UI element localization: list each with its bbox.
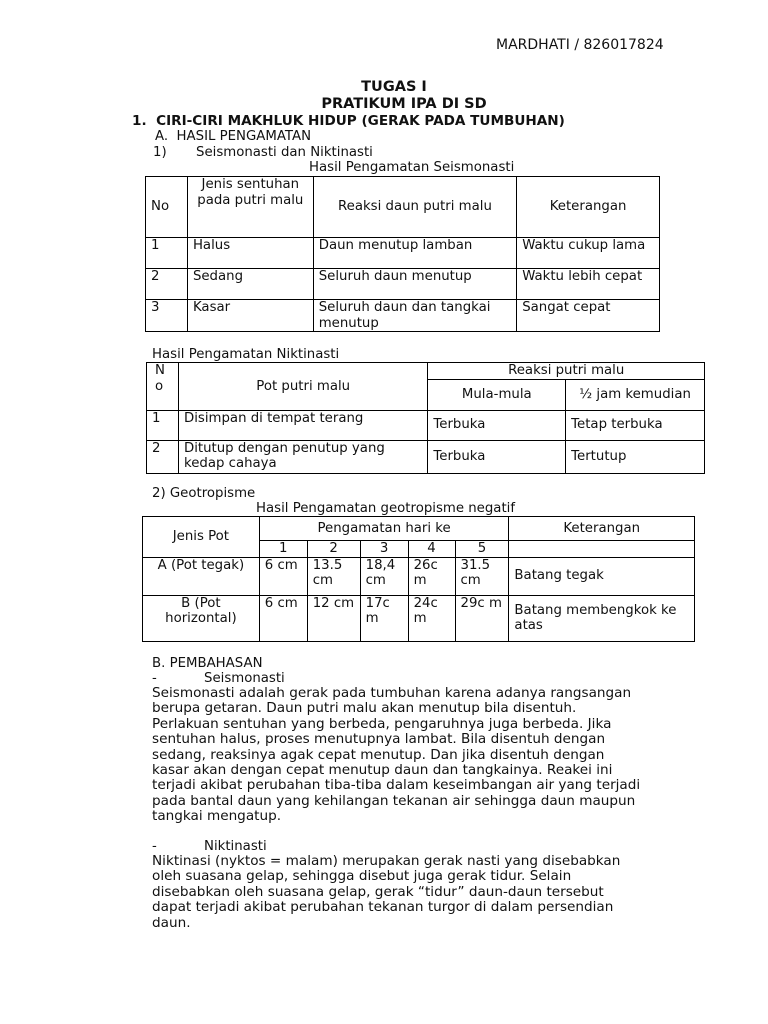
text-line: terjadi akibat perubahan tiba-tiba dalam keseimbangan air yang terjadi [152,777,641,794]
seismonasti-table [145,176,660,332]
table-header-row [143,517,695,541]
table-cell: 26c m [408,557,455,595]
table-cell: Waktu lebih cepat [517,269,660,300]
header-cell: No [146,177,188,238]
table-row [147,410,705,440]
text-line: disebabkan oleh suasana gelap, gerak “tidur” daun-daun tersebut [152,883,604,900]
text-line: pada bantal daun yang kehilangan tekanan air sehingga daun maupun [152,792,636,809]
empty-cell [509,541,695,558]
text-line: kasar akan dengan cepat menutup daun dan tangkainya. Reakei ini [152,762,613,779]
text-line: tangkai mengatup. [152,808,282,825]
table-row [146,269,660,300]
text-line: daun. [152,914,191,931]
table-caption: Hasil Pengamatan geotropisme negatif [256,501,516,516]
text-line: Niktinasi (nyktos = malam) merupakan gerak nasti yang disebabkan [152,853,621,869]
text-line: oleh suasana gelap, sehingga disebut juga gerak tidur. Selain [152,868,572,885]
table-cell: 6 cm [259,557,307,595]
seismonasti-paragraph [152,686,712,825]
table-cell: Batang membengkok ke atas [509,595,695,641]
table-cell: Seluruh daun dan tangkai menutup [313,300,516,332]
header-cell: Reaksi daun putri malu [313,177,516,238]
table-cell: Tetap terbuka [566,410,705,440]
table-row [146,238,660,269]
table-cell: Terbuka [428,410,566,440]
table-caption: Hasil Pengamatan Niktinasti [152,347,340,362]
niktinasti-paragraph [152,854,712,931]
table-cell: 2 [146,269,188,300]
table-cell: 1 [147,410,179,440]
table-cell: Sedang [187,269,313,300]
item-number: 1) [153,145,167,160]
section-heading: 1. CIRI-CIRI MAKHLUK HIDUP (GERAK PADA TUMBUHAN) [132,113,565,129]
subheading: Niktinasti [204,839,267,854]
table-cell: B (Pot horizontal) [143,595,260,641]
table-cell: Batang tegak [509,557,695,595]
table-cell: 18,4 cm [360,557,408,595]
table-row [147,440,705,473]
text-line: dapat terjadi akibat perubahan tekanan turgor di dalam persendian [152,899,614,916]
header-cell: Keterangan [517,177,660,238]
table-header-row [147,363,705,380]
bullet-dash: - [152,671,157,686]
bullet-dash: - [152,839,157,854]
day-header: 3 [360,541,408,558]
day-header: 5 [455,541,509,558]
table-cell: A (Pot tegak) [143,557,260,595]
table-cell: Waktu cukup lama [517,238,660,269]
author-header: MARDHATI / 826017824 [496,37,664,53]
section-heading: B. PEMBAHASAN [152,656,263,671]
niktinasti-table [146,362,705,474]
table-cell: Seluruh daun menutup [313,269,516,300]
header-cell: Jenis sentuhan pada putri malu [187,177,313,238]
text-line: berupa getaran. Daun putri malu akan menutup bila disentuh. [152,700,577,717]
text-line: Perlakuan sentuhan yang berbeda, pengaruhnya juga berbeda. Jika [152,715,612,732]
item-label: 2) Geotropisme [152,486,256,501]
table-cell: 24c m [408,595,455,641]
table-cell: Kasar [187,300,313,332]
header-cell: N o [147,363,179,411]
table-cell: 1 [146,238,188,269]
table-cell: Disimpan di tempat terang [178,410,427,440]
text-line: sedang, reaksinya agak cepat menutup. Dan jika disentuh dengan [152,746,605,763]
subsection-heading: A. HASIL PENGAMATAN [155,129,312,144]
table-cell: Tertutup [566,440,705,473]
table-cell: 31.5 cm [455,557,509,595]
table-cell: Sangat cepat [517,300,660,332]
item-label: Seismonasti dan Niktinasti [196,145,373,160]
table-cell: 17c m [360,595,408,641]
table-cell: 6 cm [259,595,307,641]
day-header: 2 [307,541,360,558]
header-cell: Pot putri malu [178,363,427,411]
header-cell: Pengamatan hari ke [259,517,509,541]
header-cell: Reaksi putri malu [428,363,705,380]
text-line: Seismonasti adalah gerak pada tumbuhan karena adanya rangsangan [152,685,632,701]
table-row [146,300,660,332]
table-cell: 3 [146,300,188,332]
table-cell: 13.5 cm [307,557,360,595]
table-cell: 29c m [455,595,509,641]
header-cell: ½ jam kemudian [566,379,705,410]
subheading: Seismonasti [204,671,285,686]
header-cell: Mula-mula [428,379,566,410]
table-cell: Halus [187,238,313,269]
day-header: 4 [408,541,455,558]
table-row [143,595,695,641]
table-cell: Daun menutup lamban [313,238,516,269]
table-cell: Terbuka [428,440,566,473]
geotropisme-table [142,516,695,642]
table-header-row [146,177,660,238]
doc-title: TUGAS I [361,79,427,95]
text-line: sentuhan halus, proses menutupnya lambat. Bila disentuh dengan [152,731,606,748]
table-row [143,557,695,595]
doc-subtitle: PRATIKUM IPA DI SD [321,96,487,112]
table-cell: 12 cm [307,595,360,641]
table-caption: Hasil Pengamatan Seismonasti [309,160,515,175]
day-header: 1 [259,541,307,558]
header-cell: Jenis Pot [143,517,260,558]
header-cell: Keterangan [509,517,695,541]
table-cell: Ditutup dengan penutup yang kedap cahaya [178,440,427,473]
table-cell: 2 [147,440,179,473]
